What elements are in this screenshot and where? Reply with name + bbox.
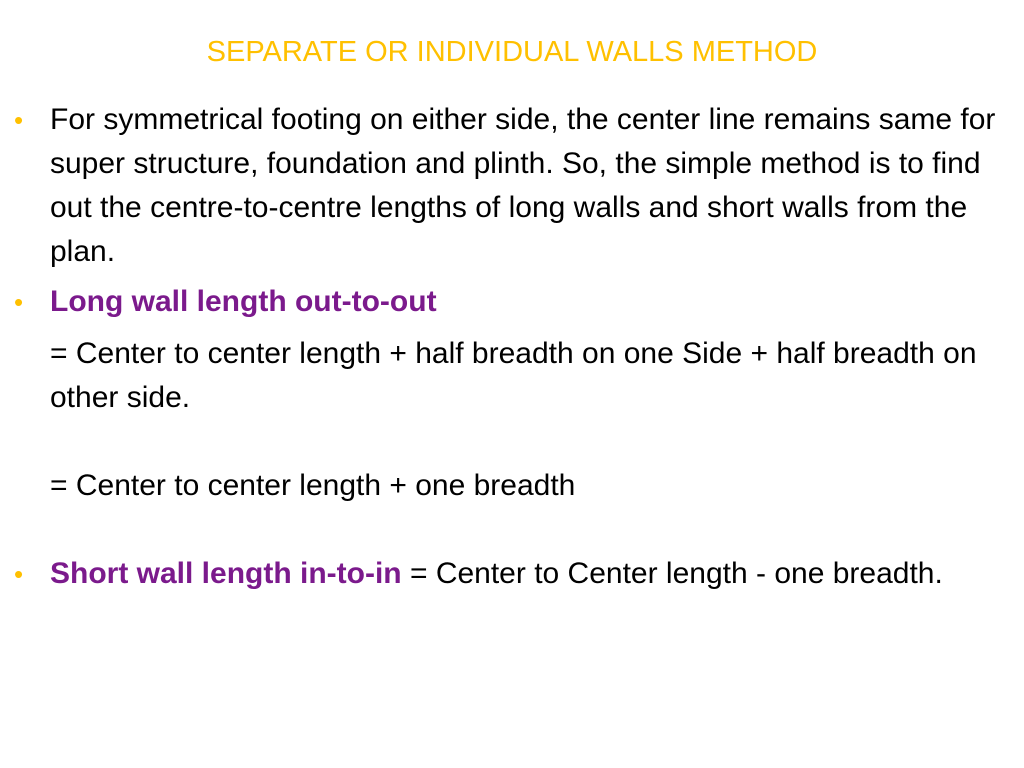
bullet-dot-icon: • [14,287,24,317]
formula-text: = Center to center length + half breadth on one Side + half breadth on other side. [50,337,977,414]
short-wall-heading: Short wall length in-to-in [50,557,402,590]
slide-content [14,98,1004,596]
long-wall-heading: Long wall length out-to-out [50,285,437,318]
long-wall-formula-2 [14,464,1004,508]
slide-title: SEPARATE OR INDIVIDUAL WALLS METHOD [206,36,818,68]
long-wall-formula-1 [14,332,1004,420]
formula-text: = Center to center length + one breadth [50,469,576,502]
bullet-dot-icon: • [14,105,24,135]
bullet-dot-icon: • [14,559,24,589]
bullet-item-2 [14,280,1004,324]
bullet-item-1 [14,98,1004,274]
bullet-item-3 [14,552,1004,596]
paragraph-text: For symmetrical footing on either side, the center line remains same for super structure, foundation and plinth. So, the simple method is to find out the centre-to-centre lengths of long walls and short walls from the plan. [50,103,996,268]
short-wall-formula: = Center to Center length - one breadth. [401,557,943,590]
